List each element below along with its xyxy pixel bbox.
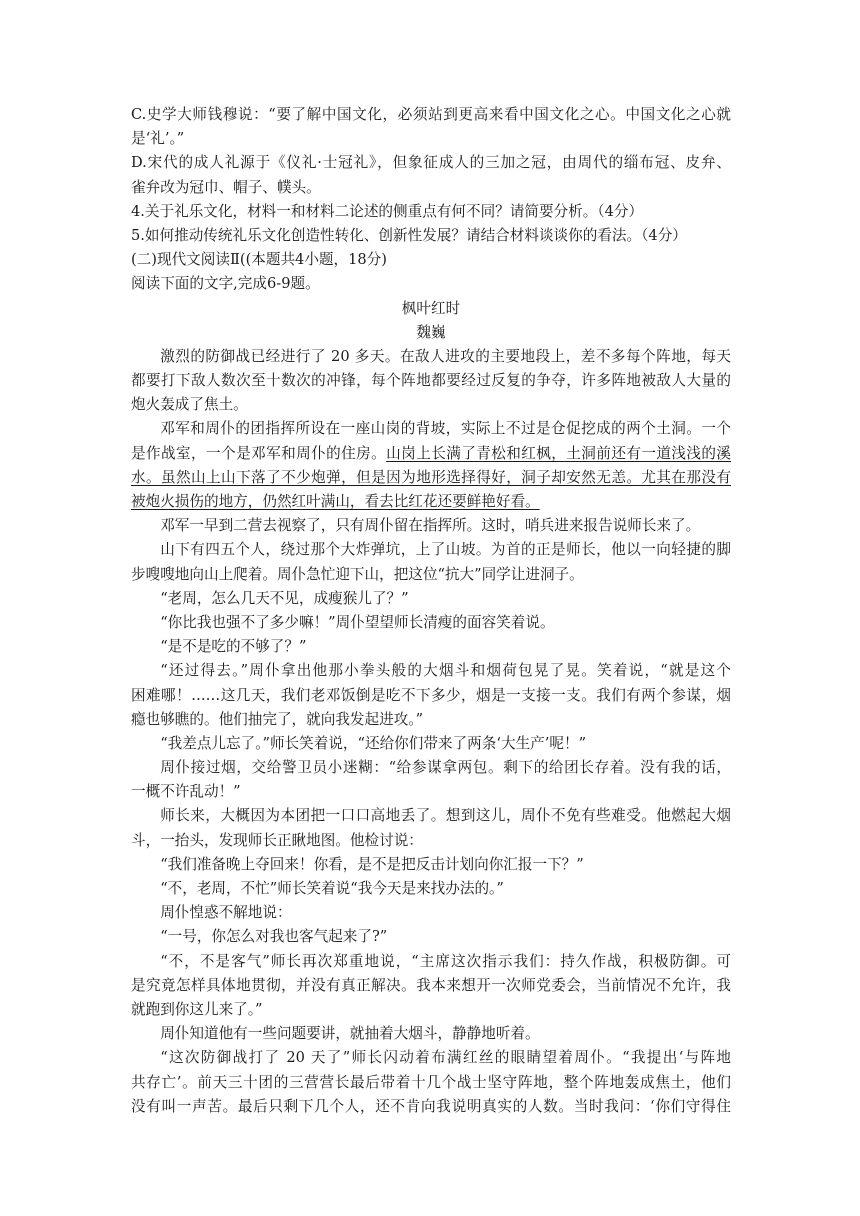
paragraph-line: “老周，怎么几天不见，成瘦猴儿了？”	[160, 589, 409, 607]
paragraph-line: 炮火轰成了焦土。	[131, 396, 248, 414]
paragraph-line: 共存亡’。前天三十团的三营营长最后带着十几个战士坚守阵地，整个阵地轰成焦土，他们	[131, 1073, 731, 1091]
paragraph-line: “你比我也强不了多少嘛！”周仆望望师长清瘦的面容笑着说。	[160, 613, 555, 631]
reading-instruction: 阅读下面的文字,完成6-9题。	[131, 275, 320, 293]
underlined-text: 山岗上长满了青松和红枫，土洞前还有一道浅浅的溪	[386, 444, 731, 462]
paragraph-line: “我差点儿忘了。”师长笑着说，“还给你们带来了两条‘大生产’呢！”	[160, 734, 587, 752]
paragraph-line	[131, 466, 731, 490]
paragraph-line: 周仆知道他有一些问题要讲，就抽着大烟斗，静静地听着。	[160, 1025, 540, 1043]
paragraph-line: 邓军一早到二营去视察了，只有周仆留在指挥所。这时，哨兵进来报告说师长来了。	[160, 517, 701, 535]
paragraph-line: 困难哪！……这几天，我们老邓饭倒是吃不下多少，烟是一支接一支。我们有两个参谋，烟	[131, 686, 731, 704]
paragraph-line: 师长来，大概因为本团把一口口高地丢了。想到这儿，周仆不免有些难受。他燃起大烟	[160, 807, 731, 825]
option-c-line: 是‘礼’。”	[131, 130, 185, 148]
paragraph-line: “不，不是客气”师长再次郑重地说，“主席这次指示我们：持久作战，积极防御。可	[160, 952, 731, 970]
paragraph-line: 瘾也够瞧的。他们抽完了，就向我发起进攻。”	[131, 710, 424, 728]
paragraph-line	[131, 490, 731, 514]
paragraph-line: 斗，一抬头，发现师长正瞅地图。他检讨说：	[131, 831, 423, 849]
paragraph-line: 就跑到你这儿来了。”	[131, 1000, 263, 1018]
paragraph-line: “还过得去。”周仆拿出他那小拳头般的大烟斗和烟荷包晃了晃。笑着说，“就是这个	[160, 662, 731, 680]
passage-author: 魏巍	[416, 323, 446, 341]
paragraph-line: 山下有四五个人，绕过那个大炸弹坑，上了山坡。为首的正是师长，他以一向轻捷的脚	[160, 541, 731, 559]
paragraph-line: 周仆接过烟，交给警卫员小迷糊：“给参谋拿两包。剩下的给团长存着。没有我的话，	[160, 759, 731, 777]
exam-page	[131, 103, 731, 1119]
paragraph-line: 是究竟怎样具体地贯彻，并没有真正解决。我本来想开一次师党委会，当前情况不允许，我	[131, 976, 731, 994]
underlined-text: 水。虽然山上山下落了不少炮弹，但是因为地形选择得好，洞子却安然无恙。尤其在那没有	[131, 468, 731, 486]
passage-title: 枫叶红时	[401, 299, 461, 317]
paragraph-line: “是不是吃的不够了？”	[160, 638, 307, 656]
paragraph-line: 步嗖嗖地向山上爬着。周仆急忙迎下山，把这位“抗大”同学让进洞子。	[131, 565, 584, 583]
paragraph-text: 是作战室，一个是邓军和周仆的住房。	[131, 444, 387, 462]
paragraph-line: 没有叫一声苦。最后只剩下几个人，还不肯向我说明真实的人数。当时我问：‘你们守得住	[131, 1097, 731, 1115]
paragraph-line: “一号，你怎么对我也客气起来了?”	[160, 928, 388, 946]
paragraph-line	[131, 442, 731, 466]
paragraph-line: 都要打下敌人数次至十数次的冲锋，每个阵地都要经过反复的争夺，许多阵地被敌人大量的	[131, 372, 731, 390]
option-d-line: 雀弁改为冠巾、帽子、幞头。	[131, 178, 321, 196]
paragraph-line: 周仆惶惑不解地说：	[160, 904, 292, 922]
question-5: 5.如何推动传统礼乐文化创造性转化、创新性发展？请结合材料谈谈你的看法。（4分）	[131, 226, 687, 244]
section-heading: (二)现代文阅读Ⅱ((本题共4小题，18分)	[131, 251, 387, 269]
paragraph-line: “这次防御战打了 20 天了”师长闪动着布满红丝的眼睛望着周仆。“我提出‘与阵地	[160, 1049, 731, 1067]
option-d-line: D.宋代的成人礼源于《仪礼·士冠礼》，但象征成人的三加之冠，由周代的缁布冠、皮弁、	[131, 154, 731, 172]
paragraph-line: 邓军和周仆的团指挥所设在一座山岗的背坡，实际上不过是仓促挖成的两个土洞。一个	[160, 420, 731, 438]
paragraph-line: 激烈的防御战已经进行了 20 多天。在敌人进攻的主要地段上，差不多每个阵地，每天	[160, 347, 731, 365]
option-c-line: C.史学大师钱穆说：“要了解中国文化，必须站到更高来看中国文化之心。中国文化之心就	[131, 106, 731, 123]
paragraph-line: “我们准备晚上夺回来！你看，是不是把反击计划向你汇报一下？”	[160, 855, 584, 873]
paragraph-line: “不，老周，不忙”师长笑着说“我今天是来找办法的。”	[160, 880, 504, 897]
question-4: 4.关于礼乐文化，材料一和材料二论述的侧重点有何不同？请简要分析。（4分）	[131, 202, 644, 220]
underlined-text: 被炮火损伤的地方，仍然红叶满山，看去比红花还要鲜艳好看。	[131, 493, 540, 510]
paragraph-line: 一概不许乱动！”	[131, 783, 241, 801]
